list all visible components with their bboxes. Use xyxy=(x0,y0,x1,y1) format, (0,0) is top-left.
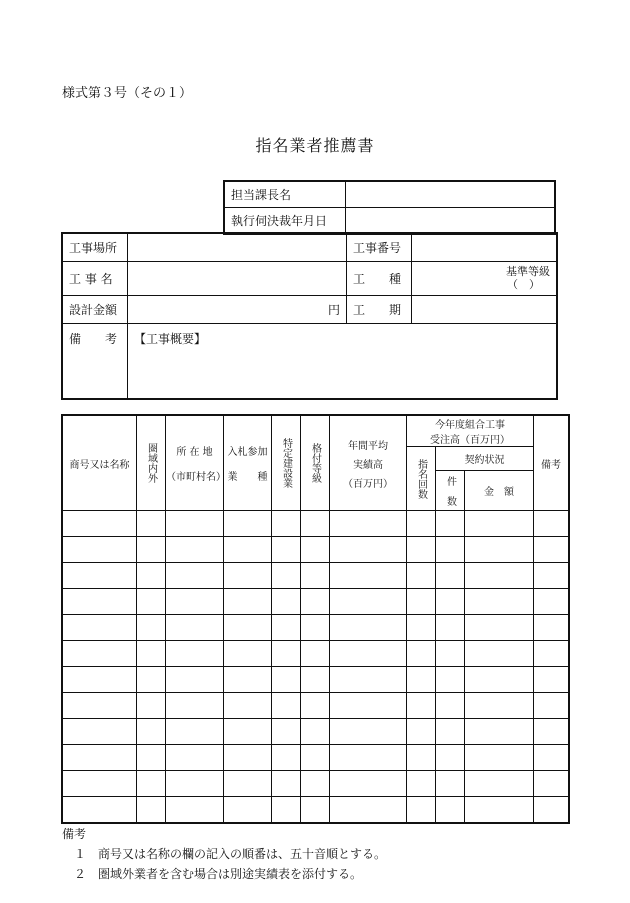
entry-cell[interactable] xyxy=(465,771,534,797)
grade-paren: （ ） xyxy=(507,278,540,291)
entry-cell[interactable] xyxy=(62,511,137,537)
entry-cell[interactable] xyxy=(465,615,534,641)
yen-unit: 円 xyxy=(327,302,340,317)
note-item: １ 商号又は名称の欄の記入の順番は、五十音順とする。 xyxy=(74,847,387,861)
entry-cell[interactable] xyxy=(272,745,301,771)
period-value[interactable] xyxy=(412,295,558,323)
header-table xyxy=(223,180,556,235)
entry-cell[interactable] xyxy=(272,797,301,823)
entry-cell[interactable] xyxy=(330,563,407,589)
entry-cell[interactable] xyxy=(465,641,534,667)
list-remarks-header: 備考 xyxy=(534,415,570,511)
entry-cell[interactable] xyxy=(330,797,407,823)
entry-cell[interactable] xyxy=(62,693,137,719)
table-row xyxy=(224,208,555,235)
entry-cell[interactable] xyxy=(330,719,407,745)
entry-cell[interactable] xyxy=(62,537,137,563)
entry-cell[interactable] xyxy=(166,563,224,589)
list-body xyxy=(62,511,569,823)
entry-cell[interactable] xyxy=(301,537,330,563)
entry-cell[interactable] xyxy=(166,511,224,537)
entry-cell[interactable] xyxy=(166,641,224,667)
budget-value[interactable] xyxy=(128,295,347,323)
entry-cell[interactable] xyxy=(436,719,465,745)
entry-cell[interactable] xyxy=(330,537,407,563)
grade-label: 基準等級 xyxy=(506,265,550,278)
entry-cell[interactable] xyxy=(301,745,330,771)
table-row xyxy=(62,511,569,537)
entry-cell[interactable] xyxy=(407,511,436,537)
entry-cell[interactable] xyxy=(137,563,166,589)
location-label: 工事場所 xyxy=(62,233,128,261)
entry-cell[interactable] xyxy=(407,693,436,719)
area-header: 圏域内外 xyxy=(137,415,166,511)
entry-cell[interactable] xyxy=(301,719,330,745)
table-row xyxy=(62,415,569,447)
entry-cell[interactable] xyxy=(272,589,301,615)
entry-cell[interactable] xyxy=(166,537,224,563)
entry-cell[interactable] xyxy=(436,537,465,563)
entry-cell[interactable] xyxy=(534,745,570,771)
entry-cell[interactable] xyxy=(301,771,330,797)
overview-label: 【工事概要】 xyxy=(134,331,207,346)
notes-section xyxy=(62,824,386,884)
entry-cell[interactable] xyxy=(301,511,330,537)
table-row xyxy=(62,563,569,589)
entry-cell[interactable] xyxy=(330,693,407,719)
entry-cell[interactable] xyxy=(436,797,465,823)
table-row xyxy=(62,693,569,719)
entry-cell[interactable] xyxy=(224,511,272,537)
period-label: 工 期 xyxy=(347,295,412,323)
budget-label: 設計金額 xyxy=(62,295,128,323)
entry-cell[interactable] xyxy=(330,771,407,797)
entry-cell[interactable] xyxy=(465,719,534,745)
entry-cell[interactable] xyxy=(407,615,436,641)
remarks-label: 備 考 xyxy=(62,323,128,399)
entry-cell[interactable] xyxy=(301,667,330,693)
contractor-list-table xyxy=(61,414,570,824)
manager-value[interactable] xyxy=(346,181,556,208)
entry-cell[interactable] xyxy=(166,771,224,797)
entry-cell[interactable] xyxy=(137,641,166,667)
document-title: 指名業者推薦書 xyxy=(255,136,375,155)
entry-cell[interactable] xyxy=(224,693,272,719)
entry-cell[interactable] xyxy=(62,667,137,693)
table-row xyxy=(62,797,569,823)
entry-cell[interactable] xyxy=(62,719,137,745)
entry-cell[interactable] xyxy=(465,511,534,537)
notes-title: 備考 xyxy=(62,827,87,841)
entry-cell[interactable] xyxy=(534,719,570,745)
bid-type-header: 入札参加 業 種 xyxy=(224,415,272,511)
entry-cell[interactable] xyxy=(166,667,224,693)
entry-cell[interactable] xyxy=(137,719,166,745)
entry-cell[interactable] xyxy=(407,797,436,823)
entry-cell[interactable] xyxy=(224,771,272,797)
entry-cell[interactable] xyxy=(166,745,224,771)
entry-cell[interactable] xyxy=(137,771,166,797)
overview-cell[interactable] xyxy=(128,323,558,399)
table-row xyxy=(62,745,569,771)
entry-cell[interactable] xyxy=(436,641,465,667)
entry-cell[interactable] xyxy=(407,589,436,615)
entry-cell[interactable] xyxy=(224,537,272,563)
table-row xyxy=(62,771,569,797)
grade-cell[interactable] xyxy=(412,261,558,295)
manager-label: 担当課長名 xyxy=(224,181,346,208)
entry-cell[interactable] xyxy=(436,589,465,615)
number-value[interactable] xyxy=(412,233,558,261)
entry-cell[interactable] xyxy=(465,745,534,771)
table-row xyxy=(62,615,569,641)
entry-cell[interactable] xyxy=(224,589,272,615)
address-header: 所 在 地 （市町村名） xyxy=(166,415,224,511)
table-row xyxy=(62,323,557,399)
entry-cell[interactable] xyxy=(330,589,407,615)
entry-cell[interactable] xyxy=(272,537,301,563)
entry-cell[interactable] xyxy=(436,511,465,537)
table-row xyxy=(62,537,569,563)
entry-cell[interactable] xyxy=(407,745,436,771)
entry-cell[interactable] xyxy=(224,667,272,693)
special-header: 特定建設業 xyxy=(272,415,301,511)
entry-cell[interactable] xyxy=(534,589,570,615)
entry-cell[interactable] xyxy=(301,693,330,719)
main-info-table xyxy=(61,232,558,400)
entry-cell[interactable] xyxy=(301,563,330,589)
entry-cell[interactable] xyxy=(465,693,534,719)
entry-cell[interactable] xyxy=(301,641,330,667)
entry-cell[interactable] xyxy=(62,797,137,823)
entry-cell[interactable] xyxy=(62,745,137,771)
form-number: 様式第３号（その１） xyxy=(62,86,193,101)
entry-cell[interactable] xyxy=(224,563,272,589)
entry-cell[interactable] xyxy=(224,745,272,771)
name-label: 工 事 名 xyxy=(62,261,128,295)
approval-date-value[interactable] xyxy=(346,208,556,235)
entry-cell[interactable] xyxy=(534,511,570,537)
entry-cell[interactable] xyxy=(166,589,224,615)
table-row xyxy=(62,719,569,745)
entry-cell[interactable] xyxy=(224,797,272,823)
avg-header: 年間平均 実績高 （百万円） xyxy=(330,415,407,511)
table-row xyxy=(62,667,569,693)
table-row xyxy=(62,233,557,261)
entry-cell[interactable] xyxy=(137,615,166,641)
current-year-header: 今年度組合工事 受注高（百万円） xyxy=(407,415,534,447)
entry-cell[interactable] xyxy=(272,667,301,693)
entry-cell[interactable] xyxy=(62,641,137,667)
location-value[interactable] xyxy=(128,233,347,261)
entry-cell[interactable] xyxy=(166,797,224,823)
entry-cell[interactable] xyxy=(534,771,570,797)
entry-cell[interactable] xyxy=(330,615,407,641)
entry-cell[interactable] xyxy=(301,589,330,615)
name-value[interactable] xyxy=(128,261,347,295)
entry-cell[interactable] xyxy=(224,719,272,745)
table-row xyxy=(62,641,569,667)
entry-cell[interactable] xyxy=(272,719,301,745)
approval-date-label: 執行伺決裁年月日 xyxy=(224,208,346,235)
entry-cell[interactable] xyxy=(407,537,436,563)
amount-header: 金 額 xyxy=(465,471,534,511)
entry-cell[interactable] xyxy=(436,745,465,771)
entry-cell[interactable] xyxy=(301,615,330,641)
entry-cell[interactable] xyxy=(534,797,570,823)
table-row xyxy=(62,589,569,615)
entry-cell[interactable] xyxy=(62,563,137,589)
entry-cell[interactable] xyxy=(137,745,166,771)
entry-cell[interactable] xyxy=(407,771,436,797)
entry-cell[interactable] xyxy=(330,511,407,537)
entry-cell[interactable] xyxy=(436,667,465,693)
entry-cell[interactable] xyxy=(166,615,224,641)
entry-cell[interactable] xyxy=(137,511,166,537)
type-label: 工 種 xyxy=(347,261,412,295)
entry-cell[interactable] xyxy=(330,641,407,667)
entry-cell[interactable] xyxy=(224,615,272,641)
entry-cell[interactable] xyxy=(272,563,301,589)
entry-cell[interactable] xyxy=(534,615,570,641)
entry-cell[interactable] xyxy=(407,667,436,693)
entry-cell[interactable] xyxy=(534,563,570,589)
entry-cell[interactable] xyxy=(465,537,534,563)
entry-cell[interactable] xyxy=(137,667,166,693)
entry-cell[interactable] xyxy=(272,693,301,719)
entry-cell[interactable] xyxy=(330,745,407,771)
count-header: 件 数 xyxy=(436,471,465,511)
entry-cell[interactable] xyxy=(407,719,436,745)
entry-cell[interactable] xyxy=(62,589,137,615)
entry-cell[interactable] xyxy=(534,693,570,719)
note-item: ２ 圏域外業者を含む場合は別途実績表を添付する。 xyxy=(74,867,363,881)
entry-cell[interactable] xyxy=(166,693,224,719)
entry-cell[interactable] xyxy=(465,667,534,693)
entry-cell[interactable] xyxy=(436,771,465,797)
entry-cell[interactable] xyxy=(465,589,534,615)
entry-cell[interactable] xyxy=(465,563,534,589)
entry-cell[interactable] xyxy=(407,563,436,589)
entry-cell[interactable] xyxy=(436,615,465,641)
entry-cell[interactable] xyxy=(137,589,166,615)
entry-cell[interactable] xyxy=(272,511,301,537)
entry-cell[interactable] xyxy=(272,615,301,641)
entry-cell[interactable] xyxy=(534,667,570,693)
entry-cell[interactable] xyxy=(62,615,137,641)
nominated-header: 指名回数 xyxy=(407,447,436,511)
entry-cell[interactable] xyxy=(436,693,465,719)
entry-cell[interactable] xyxy=(534,537,570,563)
table-row xyxy=(62,261,557,295)
entry-cell[interactable] xyxy=(137,537,166,563)
entry-cell[interactable] xyxy=(272,641,301,667)
entry-cell[interactable] xyxy=(166,719,224,745)
entry-cell[interactable] xyxy=(272,771,301,797)
entry-cell[interactable] xyxy=(534,641,570,667)
table-row xyxy=(224,181,555,208)
entry-cell[interactable] xyxy=(330,667,407,693)
company-header: 商号又は名称 xyxy=(62,415,137,511)
entry-cell[interactable] xyxy=(436,563,465,589)
entry-cell[interactable] xyxy=(137,797,166,823)
entry-cell[interactable] xyxy=(137,693,166,719)
number-label: 工事番号 xyxy=(347,233,412,261)
entry-cell[interactable] xyxy=(224,641,272,667)
entry-cell[interactable] xyxy=(407,641,436,667)
rank-header: 格付等級 xyxy=(301,415,330,511)
contract-header: 契約状況 xyxy=(436,447,534,471)
entry-cell[interactable] xyxy=(465,797,534,823)
entry-cell[interactable] xyxy=(301,797,330,823)
entry-cell[interactable] xyxy=(62,771,137,797)
table-row xyxy=(62,295,557,323)
